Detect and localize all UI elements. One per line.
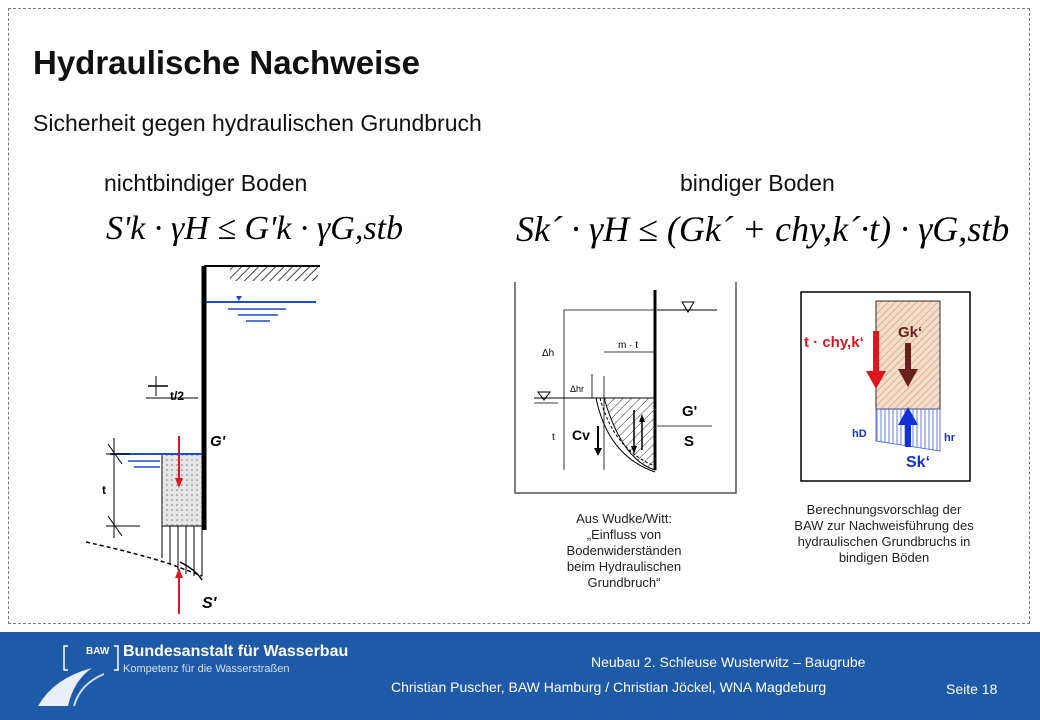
caption-baw-line-3: hydraulischen Grundbruchs in [797,534,971,549]
caption-wudke-line-1: Aus Wudke/Witt: [576,511,672,526]
footer-project: Neubau 2. Schleuse Wusterwitz – Baugrube [591,654,866,670]
footer-authors: Christian Puscher, BAW Hamburg / Christian Jöckel, WNA Magdeburg [391,679,827,695]
page-subtitle: Sicherheit gegen hydraulischen Grundbruch [33,110,482,136]
label-g-prime: G' [210,433,226,450]
label-s-prime: S' [202,595,217,612]
label-t-right: t [552,432,555,443]
caption-baw-line-4: bindigen Böden [838,550,930,565]
label-t-chy: t · chy,k‘ [804,334,864,351]
label-s: S [684,433,695,450]
label-t-half: t/2 [170,389,185,403]
org-name: Bundesanstalt für Wasserbau [123,643,349,660]
diagram-nichtbindig [80,258,340,618]
caption-wudke-line-5: Grundbruch“ [587,575,661,590]
diagram-baw-proposal [800,291,972,483]
label-hd: hD [852,428,867,440]
heading-bindig: bindiger Boden [680,170,835,196]
caption-wudke-line-3: Bodenwiderständen [566,543,682,558]
label-sk: Sk‘ [906,454,931,471]
org-tagline: Kompetenz für die Wasserstraßen [123,663,290,675]
caption-baw-proposal [766,502,1002,566]
label-mt: m · t [618,340,638,351]
label-cv: Cv [572,427,590,443]
label-dh-r: Δhr [570,384,585,394]
label-gk: Gk‘ [898,324,923,341]
formula-bindig: Sk´ · γH ≤ (Gk´ + chy,k´·t) · γG,stb [516,209,1010,249]
baw-logo-abbr: BAW [86,646,110,657]
caption-wudke-line-4: beim Hydraulischen [566,559,682,574]
diagram-wudke-witt [512,280,740,498]
caption-baw-line-1: Berechnungsvorschlag der [806,502,962,517]
caption-wudke-line-2: „Einfluss von [586,527,662,542]
baw-logo-mark [34,640,124,712]
formula-nichtbindig: S'k · γH ≤ G'k · γG,stb [106,210,404,247]
heading-nichtbindig: nichtbindiger Boden [104,170,308,196]
caption-wudke-witt [538,511,710,591]
label-dh: Δh [542,348,555,359]
label-hr: hr [944,432,955,444]
caption-baw-line-2: BAW zur Nachweisführung des [794,518,974,533]
page-number: Seite 18 [946,681,998,697]
label-t: t [102,483,106,497]
label-g-prime-2: G' [682,403,698,420]
page-title: Hydraulische Nachweise [33,44,421,81]
